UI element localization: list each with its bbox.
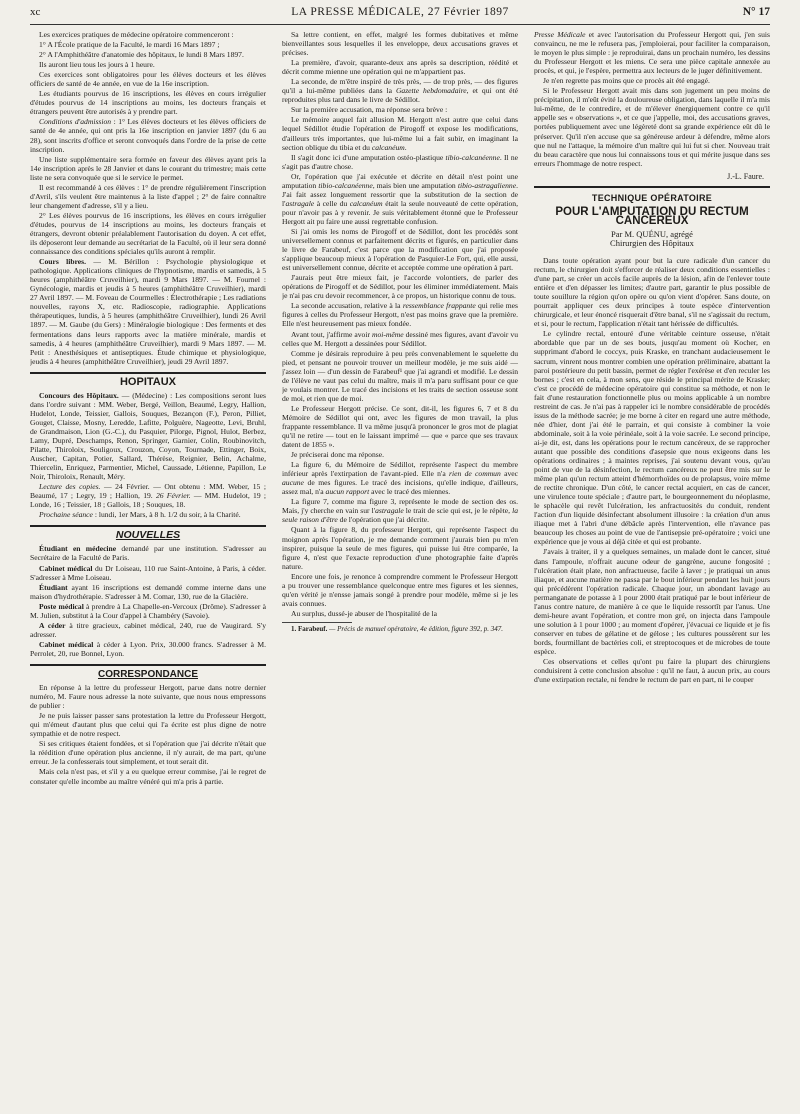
run-text: La seconde, de m'être inspiré de très près, — de trop près, — des figures qu'il a lui-même publiées dans la (282, 77, 518, 96)
run-italic: aucune (282, 478, 304, 488)
section-title: HOPITAUX (119, 375, 177, 388)
article-kicker: TECHNIQUE OPÉRATOIRE (591, 192, 713, 203)
run-text: — (Médecine) : Les compositions seront lues dans l'ordre suivant : MM. Weber, Bergé, Veillon, Beaumé, Legry, Hallion, Hudelot, Londe, Teissier, Gallois, Souques, Bezançon (F.), Peron, Pilliet, Gouget, Claisse, Mosny, Leredde, Lafitte, Polguère, Nageotte, Levi, Bruhl, de Grandmaison, Lion (G.-C.), du Pasquier, Pilorge, Pignol, Hulot, Berbez, Lamy, Dupré, Deschamps, Renon, Springer, Garnier, Colin, Roubinovitch, Pilatte, Thiroloix, Souligoux, Crouzon, Coyon, Tournade, Ettinger, Boix, Auscher, Capitan, Potier, Sallard, Thérèse, Reignier, Belin, Achalme, Thiercelin, Enriquez, Parmentier, Michel, Caussade, Létienne, Papillon, Le Noir, Thiroloix, Renault, Méry. (30, 390, 266, 482)
run-text: : 1° Les élèves docteurs et les élèves officiers de santé de 4e année, qui ont pris la 16e inscription en janvier 1897 (du 6 au 28), sont inscrits d'office et seront convoqués dans l'ordre de la prise de cette inscription. (30, 117, 266, 154)
paragraph: J'avais à traiter, il y a quelques semaines, un malade dont le cancer, situé dans l'ampoule, n'offrait aucune odeur de gangrène, aucune fongosité ; l'ulcération était plate, non anfractueuse, facile à laver ; je pratiquai un anus iliaque, et aucune matière ne passa par le bout inférieur pendant les huit jours qui précédèrent l'opération radicale. Chaque jour, un abondant lavage au permanganate de potasse à 1 pour 2000 était pratiqué par le bout inférieur de l'anus contre nature, de manière à ce que le liquide ressortît par l'anus. Une demi-heure avant l'opération, et contre mon gré, on injecta dans l'ampoule une solution à 1 pour 1000 ; au moment d'opérer, j'évacuai ce liquide et je fis conserver en tubes de gélatine et de gélose ; les cultures poussèrent sur les bords, fourmillant de bactéries coli, et streptocoques et de microbes de toute espèce. (534, 547, 770, 656)
column-left (30, 30, 266, 1105)
paragraph: Encore une fois, je renonce à comprendre comment le Professeur Hergott a pu trouver une ressemblance quelconque entre mes figures et les siennes, qu'en vérité je n'ensse jamais songé à prendre pour modèle, même si je les avais connues. (282, 571, 518, 608)
run-text: qui relie mes figures à celles du Professeur Hergott, n'est pas moins grave que la première. Elle n'est heureusement pas mieux fondée. (282, 301, 518, 329)
paragraph: Je n'en regrette pas moins que ce procès ait été engagé. (543, 76, 710, 86)
run-italic: ressemblance frappante (402, 301, 476, 311)
run-text: Avant tout, j'affirme avoir (291, 329, 372, 339)
run-label: Étudiant (39, 582, 68, 592)
paragraph (30, 257, 266, 366)
page-number: xc (30, 6, 41, 18)
paragraph (282, 153, 518, 171)
paragraph: Si le Professeur Hergott avait mis dans son jugement un peu moins de précipitation, il m'eût évité la douloureuse obligation, dans laquelle il m'a mis lui-même, de le contredire, et de m'élever énergiquement contre ce qu'il appelle ses « observations », et ce que j'appelle, moi, des accusations graves, portées publiquement avec une légèreté dont sa grande expérience eût dû le préserver. Qu'il n'en accuse que sa généreuse ardeur à défendre, même alors que nul ne l'attaque, la mémoire d'un maître qui lui fut si cher. Nouveau trait du beau caractère que nous lui connaissons tous et qui mérite jusque dans ses erreurs l'hommage de notre respect. (534, 86, 770, 168)
paragraph: Ces exercices sont obligatoires pour les élèves docteurs et les élèves officiers de santé de 4e année, en vue de la 16e inscription. (30, 70, 266, 89)
paragraph: La première, d'avoir, quarante-deux ans après sa description, réédité et décrit comme mienne une opération qui ne m'appartient pas. (282, 58, 518, 77)
paragraph (282, 497, 518, 524)
run-text: — Précis de manuel opératoire, 4e édition, figure 392, p. 347. (327, 624, 503, 633)
paragraph: Sa lettre contient, en effet, malgré les formes dubitatives et même bienveillantes sous lesquelles il les enveloppe, deux accusations graves et précises. (282, 30, 518, 58)
paragraph: En réponse à la lettre du professeur Hergott, parue dans notre dernier numéro, M. Faure nous adresse la note suivante, que nous nous empressons de publier : (30, 683, 266, 711)
paragraph: Dans toute opération ayant pour but la cure radicale d'un cancer du rectum, le chirurgien doit s'efforcer de réaliser deux conditions essentielles : d'une part, se créer un accès facile auprès de la lésion, afin de l'enlever toute entière et d'en dépasser les limites; d'autre part, garantir le plus possible de toute souillure la région qu'on opère ou qu'on vient d'opérer. Sans doute, on pourrait appliquer ces deux principes à toute espèce d'intervention chirurgicale, et leur énoncé risquerait d'être banal, s'il ne s'agissait du rectum, et si, pour le rectum, l'application n'était tant hérissée de difficultés. (534, 255, 770, 329)
paragraph (282, 330, 518, 348)
paragraph: 2° Les élèves pourvus de 16 inscriptions, les élèves en cours irrégulier d'études, pourvus de 14 inscriptions au moins, les docteurs français et étrangers, devront obtenir préalablement l'autorisation du doyen. A cet effet, ils déposeront leur demande au secrétariat de la Faculté, où il leur sera donné connaissance des conditions spéciales qu'ils auront à remplir. (30, 210, 266, 257)
run-italic: aucun rapport (325, 487, 370, 497)
run-label: Étudiant en médecine (39, 544, 117, 554)
article-separator (534, 186, 770, 188)
run-text: à prendre à La Chapelle-en-Vercoux (Drôme). S'adresser à M. Julien, substitut à la Cour d'appel à Chambéry (Savoie). (30, 601, 266, 620)
news-item (30, 544, 266, 562)
news-item (30, 583, 266, 601)
paragraph: Quant à la figure 8, du professeur Hergott, qui représente l'aspect du moignon après l'opération, je me demande comment j'aurais bien pu m'en inspirer, puisque la seule de mes figures, qui puisse lui être comparée, la figure 4, n'est que l'exacte reproduction d'une photographie faite d'après nature. (282, 525, 518, 571)
run-text: La seconde accusation, relative à la (291, 301, 403, 311)
paragraph: Il est recommandé à ces élèves : 1° de prendre régulièrement l'inscription d'Avril, s'ils veulent être maintenus à la liste d'appel ; 2° de faire connaître leur changement d'adresse, s'il y a lieu. (30, 182, 266, 210)
paragraph (30, 482, 266, 509)
news-item (30, 564, 266, 582)
paragraph: Mais cela n'est pas, et s'il y a eu quelque erreur commise, j'ai le regret de constater qu'elle incombe au maître vénéré qui m'a pris à partie. (30, 767, 266, 786)
run-text: était la seule nouveauté de cette opération, pour n'avoir pas à y revenir. Je suis véritablement étonné que le Professeur Hergott ait pu faire une aussi regrettable confusion. (282, 198, 518, 226)
run-text: : lundi, 1er Mars, à 8 h. 1/2 du soir, à la Charité. (92, 510, 241, 520)
section-heading-correspondance (30, 664, 266, 679)
paragraph: 1° A l'École pratique de la Faculté, le mardi 16 Mars 1897 ; (39, 40, 220, 50)
run-text: , mais bien une amputation (372, 180, 458, 190)
paragraph: Une liste supplémentaire sera formée en faveur des élèves ayant pris la 14e inscription après le 28 Janvier et dans le courant du trimestre; mais cette liste ne sera convoquée que si le service le permet. (30, 154, 266, 182)
column-middle (282, 30, 518, 1105)
run-label: Lecture des copies. (39, 482, 101, 492)
run-text: La figure 7, comme ma figure 3, représente le mode de section des os. Mais, j'y cherche en vain sur l' (282, 497, 518, 516)
run-label: Cabinet médical (39, 563, 93, 573)
paragraph (30, 117, 266, 153)
run-italic: Gazette hebdomadaire (395, 86, 467, 96)
run-text: à celle du (314, 198, 350, 208)
paragraph: Ils auront lieu tous les jours à 1 heure. (39, 60, 155, 70)
run-text: , et qui ont été reproduites plus tard dans le livre de Sédillot. (282, 86, 518, 105)
run-label: 26 Février. (155, 491, 191, 501)
paragraph (282, 460, 518, 496)
paragraph: Si ses critiques étaient fondées, et si l'opération que j'ai décrite n'était que la réédition d'une opération plus ancienne, il n'y aurait, de ma part, qu'une erreur. Je la confesserais tout simplement, et tout serait dit. (30, 739, 266, 767)
run-italic: astragale (285, 198, 315, 208)
run-text: du Dr Loiseau, 110 rue Saint-Antoine, à Paris, à céder. S'adresser à Mme Loiseau. (30, 563, 266, 582)
run-italic: rien de commun (449, 469, 501, 479)
paragraph: Je préciserai donc ma réponse. (291, 450, 384, 460)
run-text: à titre gracieux, cabinet médical, 240, rue de Vaugirard. S'y adresser. (30, 620, 266, 639)
footnote (282, 625, 518, 634)
run-text: — MM. Hudelot, 19 ; Londe, 16 ; Teissier, 18 ; Gallois, 18 ; Souques, 18. (30, 491, 266, 510)
run-italic: moi-même (371, 329, 404, 339)
run-text: La figure 6, du Mémoire de Sédillot, représente l'aspect du membre inférieur après l'extirpation de l'avant-pied. Elle n'a (282, 460, 518, 479)
run-label: Conditions d'admission (39, 117, 112, 127)
run-text: — 24 Février. — Ont obtenu : MM. Weber, 15 ; Beaumé, 17 ; Legry, 19 ; Hallion, 19. (30, 482, 266, 501)
paragraph (282, 301, 518, 328)
paragraph: Si j'ai omis les noms de Pirogoff et de Sédillot, dont les procédés sont universellement connus et parfaitement décrits et figurés, en particulier dans le livre de Farabeuf, c'est parce que la modification que j'ai proposée s'applique beaucoup mieux à l'opération de Pasquier-Le Fort, qui, elle aussi, est universellement connue, décrite et acceptée comme une opération à part. (282, 226, 518, 273)
run-italic: astragale (375, 506, 404, 516)
section-heading-hopitaux (30, 372, 266, 387)
paragraph (534, 30, 770, 75)
paragraph: Comme je désirais reproduire à peu près convenablement le squelette du pied, et pensant ne pouvoir trouver un meilleur modèle, je me suis aidé — j'assez loin — d'un dessin de Farabeuf¹ que j'ai agrandi et modifié. Le dessin de l'élève ne vaut pas celui du maître, mais il m'a paru suffisant pour ce que je voulais montrer. Le tracé des incisions et les traits de section osseuse sont de moi, et rien que de moi. (282, 348, 518, 403)
paragraph (282, 77, 518, 104)
paragraph: Les exercices pratiques de médecine opératoire commenceront : (39, 30, 234, 39)
article-title: POUR L'AMPUTATION DU RECTUM CANCÉREUX (555, 205, 749, 227)
run-text: — M. Bérillon : Psychologie physiologique et pathologique. Applications cliniques de l'hypnotisme, mardis et samedis, à 5 heures (amphithéâtre Cruveilhier), mardi 9 Mars 1897. — M. Fournel : Gynécologie, mardis et jeudis à 5 heures (amphithéâtre Cruveilhier), mardi 27 Avril 1897. — M. Foveau de Courmelles : Électrothérapie ; Les radiations nouvelles, rayons X, etc. Radioscopie, radiographie. Applications thérapeutiques, lundis, à 5 heures (amphithéâtre Cruveilhier), lundi 26 Avril 1897. — M. Gaube (du Gers) : Minéralogie biologique : Des ferments et des fermentations dans leurs rapports avec la matière minérale, mardis et samedis, à 4 heures (amphithéâtre Cruveilhier), mardi 9 Mars 1897. — M. Petit : Anesthésiques et antiseptiques. Étude chimique et physiologique, jeudis à 4 heures (amphithéâtre Cruveilhier), jeudi 29 Avril 1897. (30, 257, 266, 366)
run-text: avec (500, 469, 518, 479)
paragraph (30, 510, 266, 519)
section-title: NOUVELLES (115, 529, 181, 542)
issue-number: N° 17 (742, 6, 770, 18)
run-text: . J'ai fait assez longuement ressortir que la substitution de la section de l' (282, 180, 518, 208)
run-text: avec le tracé des miennes. (369, 487, 451, 497)
run-label: Cours libres. (39, 257, 87, 267)
run-label: Prochaine séance (39, 510, 93, 520)
run-italic: Presse Médicale (534, 30, 586, 39)
run-text: de l'opération que j'ai décrite. (337, 515, 430, 525)
journal-title: LA PRESSE MÉDICALE, 27 Février 1897 (291, 6, 509, 18)
run-italic: calcanéum (371, 142, 405, 152)
news-item (30, 621, 266, 639)
news-item (30, 640, 266, 658)
paragraph (30, 391, 266, 481)
run-text: Or, l'opération que j'ai exécutée et décrite en détail n'est point une amputation (282, 171, 518, 190)
news-item (30, 602, 266, 620)
run-label: 1. Farabeuf. (291, 624, 328, 633)
run-text: Il s'agit donc ici d'une amputation ostéo-plastique (291, 152, 446, 162)
paragraph: Le Professeur Hergott précise. Ce sont, dit-il, les figures 6, 7 et 8 du Mémoire de Sédillot qui ont, avec les figures de mon travail, la plus frappante ressemblance. Il va même jusqu'à prononcer le gros mot de plagiat qu'il ne retire — tout en le laissant imprimé — que « parce que ses travaux datent de 1855 ». (282, 403, 518, 450)
run-italic: la seule raison d'être (282, 506, 518, 525)
paragraph: Ces observations et celles qu'ont pu faire la plupart des chirurgiens conduisirent à cette conclusion absolue : qu'il ne faut, à aucun prix, au cours d'une extirpation rectale, ni fendre le rectum de part en part, ni le couper (534, 657, 770, 685)
run-italic: tibio-calcanéenne (318, 180, 373, 190)
run-text: et avec l'autorisation du Professeur Hergott qui, j'en suis convaincu, ne me le refusera pas, j'emploierai, pour faciliter la comparaison, le moyen le plus simple : je reproduirai, dans un prochain numéro, les dessins du Professeur Hergott et les miens. Ce sera une pièce capitale annexée au procès, et qui, je l'espère, permettra aux lecteurs de le juger définitivement. (534, 30, 770, 76)
run-text: . Il ne s'agit pas d'autre chose. (282, 152, 518, 171)
header-rule (30, 24, 770, 25)
run-label: Cabinet médical (39, 639, 94, 649)
paragraph: 2° A l'Amphithéâtre d'anatomie des hôpitaux, le lundi 8 Mars 1897. (39, 50, 244, 60)
run-label: Poste médical (39, 601, 84, 611)
run-italic: tibio-astragalienne (457, 180, 517, 190)
run-text: le trait de scie qui est, je le répète, (403, 506, 513, 516)
paragraph (282, 172, 518, 226)
run-text: Le mémoire auquel fait allusion M. Hergott n'est autre que celui dans lequel Sédillot étudie l'opération de Pirogoff et expose les modifications, d'ailleurs très importantes, que lui-même lui a fait subir, en imaginant la section oblique du tibia et du (282, 115, 518, 152)
run-italic: calcanéum (349, 198, 383, 208)
column-right (534, 30, 770, 1105)
run-text: demandé par une institution. S'adresser au Secrétaire de la Faculté de Paris. (30, 544, 266, 563)
paragraph: J'aurais peut être mieux fait, je l'accorde volontiers, de parler des opérations de Pirogoff et de Sédillot, pour les éliminer immédiatement. Mais je n'ai pas cru devoir recommencer, à ce propos, un historique connu de tous. (282, 273, 518, 301)
run-text: de mes figures. Le tracé des incisions, qu'elle indique, d'ailleurs, assez mal, n'a (282, 478, 518, 497)
run-text: dessiné mes figures, avant d'avoir vu celles que M. Hergott a dessinées pour Sédillot. (282, 329, 518, 348)
run-text: . (404, 142, 407, 152)
paragraph: Le cylindre rectal, entouré d'une véritable ceinture osseuse, n'était abordable que par un de ses bouts, jusqu'au moment où Kocher, en supprimant d'abord le coccyx, puis Kraske, en tranchant audacieusement le sacrum, vinrent nous montrer combien une opération préliminaire, abattant la paroi postérieure du petit bassin, permet de régler l'exérèse et d'en reculer les bornes ; c'est en cela, à mon sens, que réside le principal mérite de Kraske; c'est ce procédé de médecine opératoire qui constitue sa méthode, et non le fait d'une restauration fonctionnelle plus ou moins applicable à un nombre restreint de cas. Je n'ai pas à rappeler ici le nombre considérable de procédés issus de la méthode sacrée; je me borne à citer en regard une autre méthode, née d'hier, dont j'ai été le parrain, et qui consiste à combiner la voie abdominale, soit à la voie périnéale, soit à la voie sacrée. Le second principe, ai-je dit, est, dans les opérations pour le rectum cancéreux, de se rapprocher autant que possible des conditions d'asepsie que nous exigeons dans les opérations ordinaires ; à maintes reprises, j'ai soutenu devant vous, qu'au point de vue de la désinfection, le rectum cancéreux ne peut être mis sur le même plan qu'un rectum atteint d'hémorrhoïdes ou de prolapsus, voire même de rectite chronique. D'un côté, le cancer rectal acquiert, en cas de cancer, une virulence toute spéciale ; d'autre part, le bourgeonnement du néoplasme, le sphacèle qui revêt l'ulcération, les anfractuosités du conduit, rendent l'action d'un liquide désinfectant absolument illusoire : la création d'un anus iliaque met à l'abri d'une débâcle après l'intervention, elle n'avance pas beaucoup les choses au point de vue de l'antisepsie pré-opératoire ; voici une expérience que je vous ai déjà citée et qui est probante. (534, 329, 770, 547)
footnote-rule (282, 622, 352, 623)
run-label: A céder (39, 620, 66, 630)
run-text: à céder à Lyon. Prix, 30.000 francs. S'adresser à M. Perrolet, 20, rue Bonnel, Lyon. (30, 639, 266, 658)
page-header (30, 6, 770, 22)
paragraph: Je ne puis laisser passer sans protestation la lettre du Professeur Hergott, qui m'émeut d'autant plus que celui qui l'a écrite est plus digne de notre sympathie et de notre respect. (30, 711, 266, 739)
paragraph: Sur la première accusation, ma réponse sera brève : (291, 105, 448, 115)
run-italic: tibio-calcanéenne (445, 152, 500, 162)
signature: J.-L. Faure. (727, 171, 764, 181)
run-text: ayant 16 inscriptions est demandé comme interne dans une maison d'hydrothérapie. S'adresser à M. Comar, 130, rue de la Glacière. (30, 582, 266, 601)
paragraph: Les étudiants pourvus de 16 inscriptions, les élèves en cours irrégulier d'études pourvus de 14 inscriptions au moins, les docteurs français et étrangers peuvent être autorisés à y prendre part. (30, 89, 266, 117)
article-affiliation: Chirurgien des Hôpitaux (610, 237, 694, 248)
article-author: Par M. QUÉNU, agrégé (611, 228, 693, 239)
run-label: Concours des Hôpitaux. (39, 390, 119, 400)
paragraph: Au surplus, dussé-je abuser de l'hospitalité de la (291, 608, 438, 618)
section-title: CORRESPONDANCE (97, 669, 198, 680)
section-heading-nouvelles (30, 525, 266, 540)
paragraph (282, 115, 518, 151)
